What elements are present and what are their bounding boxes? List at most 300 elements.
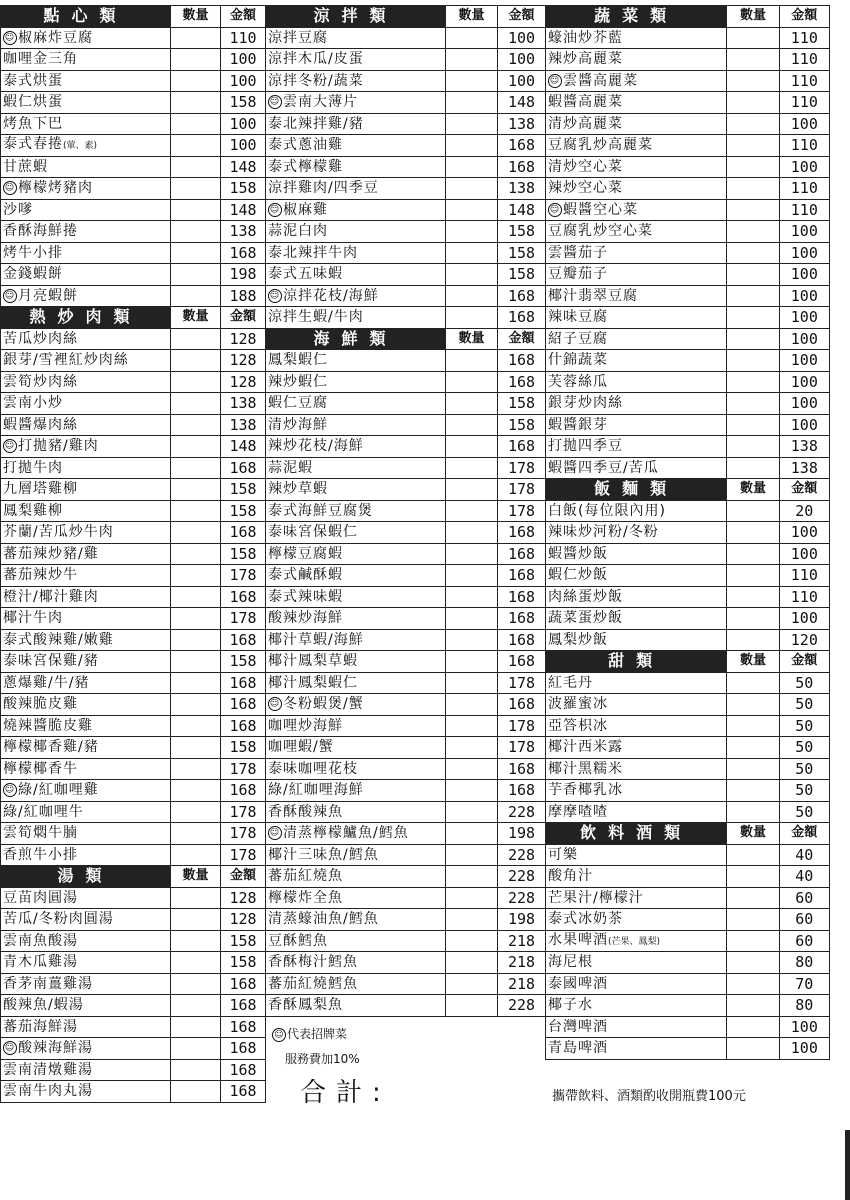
item-name: 燒辣醬脆皮雞 [3,717,93,734]
qty-cell[interactable] [171,70,221,92]
menu-item-row [266,995,546,1017]
item-name: 椰汁黑糯米 [548,760,623,777]
qty-cell[interactable] [727,242,779,264]
item-name-cell [266,651,446,673]
qty-header: 數量 [446,328,498,350]
price-header: 金額 [221,307,266,329]
item-name-cell [1,242,171,264]
qty-cell[interactable] [446,694,498,716]
menu-item-row [1,285,266,307]
qty-cell[interactable] [727,457,779,479]
qty-cell[interactable] [171,156,221,178]
signature-dish-icon: ☺ [4,290,16,301]
price-cell: 148 [221,436,266,458]
price-cell: 228 [498,887,546,909]
qty-cell[interactable] [446,307,498,329]
section-header [1,866,266,888]
price-cell: 178 [221,608,266,630]
menu-item-row [266,156,546,178]
item-name: 蝦醬銀芽 [548,416,608,433]
qty-cell[interactable] [446,393,498,415]
qty-cell[interactable] [727,930,779,952]
qty-cell[interactable] [446,414,498,436]
qty-cell[interactable] [727,844,779,866]
qty-header: 數量 [171,866,221,888]
item-name: 酸辣脆皮雞 [3,696,78,713]
qty-cell[interactable] [446,92,498,114]
price-cell: 168 [221,672,266,694]
item-name-cell [266,457,446,479]
item-name: 鳳梨炒飯 [548,631,608,648]
item-name: 香酥鳳梨魚 [268,997,343,1014]
qty-cell[interactable] [171,436,221,458]
qty-cell[interactable] [446,801,498,823]
menu-item-row [1,27,266,49]
item-name: 橙汁/椰汁雞肉 [3,588,99,605]
qty-cell[interactable] [171,586,221,608]
menu-item-row [266,242,546,264]
qty-cell[interactable] [446,952,498,974]
menu-item-row [546,457,830,479]
menu-item-row [546,608,830,630]
qty-cell[interactable] [446,995,498,1017]
price-cell: 138 [221,221,266,243]
qty-cell[interactable] [171,1081,221,1103]
qty-cell[interactable] [446,264,498,286]
qty-cell[interactable] [727,264,779,286]
qty-cell[interactable] [171,1059,221,1081]
qty-cell[interactable] [446,608,498,630]
menu-item-row [1,414,266,436]
item-name-cell [546,414,727,436]
item-name: 泰式春捲 [3,136,63,153]
item-name: 泰式辣味蝦 [268,588,343,605]
qty-cell[interactable] [727,1038,779,1060]
item-name-cell [266,823,446,845]
qty-cell[interactable] [727,543,779,565]
price-cell: 228 [498,801,546,823]
menu-item-row [1,156,266,178]
price-cell: 168 [498,694,546,716]
qty-cell[interactable] [446,844,498,866]
qty-cell[interactable] [727,371,779,393]
qty-cell[interactable] [727,737,779,759]
qty-cell[interactable] [446,242,498,264]
qty-cell[interactable] [171,672,221,694]
qty-cell[interactable] [171,694,221,716]
qty-cell[interactable] [727,156,779,178]
item-name-cell [266,758,446,780]
menu-item-row [1,780,266,802]
qty-cell[interactable] [727,70,779,92]
qty-cell[interactable] [446,629,498,651]
qty-cell[interactable] [727,328,779,350]
qty-cell[interactable] [446,479,498,501]
qty-cell[interactable] [446,586,498,608]
qty-cell[interactable] [171,479,221,501]
qty-cell[interactable] [171,522,221,544]
qty-cell[interactable] [727,135,779,157]
qty-cell[interactable] [446,285,498,307]
item-name-cell [1,285,171,307]
qty-cell[interactable] [171,565,221,587]
menu-item-row [266,221,546,243]
item-name: 蕃茄紅燒魚 [268,868,343,885]
menu-item-row [266,823,546,845]
qty-cell[interactable] [171,221,221,243]
item-name: 青島啤酒 [548,1040,608,1057]
item-name-cell [546,113,727,135]
price-cell: 110 [779,178,829,200]
item-name: 辣炒草蝦 [268,481,328,498]
qty-cell[interactable] [171,500,221,522]
qty-cell[interactable] [171,371,221,393]
item-name-cell [1,651,171,673]
menu-item-row [546,178,830,200]
item-name: 涼拌生蝦/牛肉 [268,309,364,326]
price-cell: 128 [221,371,266,393]
item-name-cell [546,758,727,780]
menu-item-row [1,49,266,71]
qty-header: 數量 [727,651,779,673]
item-name: 涼拌冬粉/蔬菜 [268,72,364,89]
menu-item-row [546,350,830,372]
item-name-cell [1,328,171,350]
qty-cell[interactable] [727,629,779,651]
qty-cell[interactable] [727,801,779,823]
qty-cell[interactable] [171,414,221,436]
qty-cell[interactable] [727,522,779,544]
item-name-cell [546,1038,727,1060]
menu-item-row [546,371,830,393]
price-cell: 158 [221,479,266,501]
qty-cell[interactable] [727,608,779,630]
price-cell: 80 [779,952,829,974]
menu-item-row [266,629,546,651]
price-cell: 178 [498,672,546,694]
qty-cell[interactable] [446,156,498,178]
item-name: 紅毛丹 [548,674,593,691]
section-title: 甜類 [546,651,727,673]
qty-cell[interactable] [446,436,498,458]
menu-item-row [546,414,830,436]
corkage-note: 攜帶飲料、酒類酌收開瓶費100元 [552,1089,746,1104]
qty-cell[interactable] [446,543,498,565]
qty-cell[interactable] [171,823,221,845]
qty-cell[interactable] [171,1016,221,1038]
item-name-cell [546,264,727,286]
price-cell: 178 [498,457,546,479]
price-cell: 128 [221,909,266,931]
qty-cell[interactable] [727,565,779,587]
qty-cell[interactable] [727,49,779,71]
menu-table [545,5,830,1060]
item-name-cell [266,866,446,888]
item-name-cell [266,887,446,909]
qty-cell[interactable] [446,221,498,243]
signature-dish-icon: ☺ [269,828,281,839]
item-name: 泰式鹹酥蝦 [268,567,343,584]
item-name-cell [1,737,171,759]
price-cell: 138 [779,457,829,479]
qty-cell[interactable] [727,199,779,221]
qty-cell[interactable] [727,866,779,888]
menu-item-row [546,780,830,802]
qty-cell[interactable] [446,371,498,393]
menu-item-row [1,70,266,92]
price-cell: 168 [498,543,546,565]
qty-cell[interactable] [171,608,221,630]
qty-cell[interactable] [171,135,221,157]
qty-cell[interactable] [171,27,221,49]
item-name: 蝦醬空心菜 [563,201,638,218]
qty-cell[interactable] [727,500,779,522]
item-name-cell [1,1038,171,1060]
item-name: 亞答枳冰 [548,717,608,734]
qty-cell[interactable] [727,414,779,436]
qty-cell[interactable] [171,930,221,952]
price-cell: 198 [498,909,546,931]
qty-cell[interactable] [727,694,779,716]
qty-cell[interactable] [171,887,221,909]
item-name: 泰式蔥油雞 [268,137,343,154]
qty-cell[interactable] [446,715,498,737]
qty-cell[interactable] [727,973,779,995]
item-name-cell [266,930,446,952]
price-cell: 100 [779,285,829,307]
item-name-cell [266,199,446,221]
menu-item-row [266,500,546,522]
legend [272,1025,347,1042]
menu-item-row [546,672,830,694]
qty-cell[interactable] [171,457,221,479]
menu-item-row [1,887,266,909]
qty-cell[interactable] [446,780,498,802]
qty-cell[interactable] [727,780,779,802]
qty-cell[interactable] [727,307,779,329]
menu-item-row [1,823,266,845]
item-name: 香酥酸辣魚 [268,803,343,820]
qty-cell[interactable] [727,221,779,243]
menu-item-row [1,930,266,952]
item-name: 豆苗肉圓湯 [3,889,78,906]
menu-item-row [546,586,830,608]
item-name-cell [266,629,446,651]
item-name: 泰國啤酒 [548,975,608,992]
menu-item-row [1,500,266,522]
qty-cell[interactable] [171,242,221,264]
total-label: 合計: [300,1078,391,1108]
qty-cell[interactable] [727,952,779,974]
qty-cell[interactable] [446,178,498,200]
item-name: 檸檬烤豬肉 [18,180,93,197]
item-name-cell [266,70,446,92]
price-cell: 158 [498,264,546,286]
menu-item-row [546,909,830,931]
qty-cell[interactable] [171,995,221,1017]
item-name: 打拋豬/雞肉 [18,438,99,455]
menu-item-row [266,264,546,286]
qty-cell[interactable] [446,135,498,157]
item-name-cell [1,995,171,1017]
menu-item-row [1,586,266,608]
menu-item-row [546,1016,830,1038]
item-name-cell [1,801,171,823]
qty-cell[interactable] [727,285,779,307]
qty-cell[interactable] [446,199,498,221]
qty-cell[interactable] [727,672,779,694]
item-name-cell [546,801,727,823]
price-cell: 158 [221,952,266,974]
menu-item-row [546,737,830,759]
qty-cell[interactable] [171,1038,221,1060]
qty-cell[interactable] [446,70,498,92]
price-cell: 148 [221,156,266,178]
qty-cell[interactable] [446,887,498,909]
item-name-cell [1,156,171,178]
signature-dish-icon: ☺ [4,1043,16,1054]
item-name: 鳳梨雞柳 [3,502,63,519]
qty-cell[interactable] [171,285,221,307]
qty-cell[interactable] [171,780,221,802]
menu-item-row [546,887,830,909]
qty-cell[interactable] [446,457,498,479]
price-cell: 168 [498,758,546,780]
qty-cell[interactable] [446,909,498,931]
qty-cell[interactable] [171,801,221,823]
item-name-cell [1,672,171,694]
qty-cell[interactable] [171,328,221,350]
menu-item-row [1,543,266,565]
item-name: 芒果汁/檸檬汁 [548,889,644,906]
qty-cell[interactable] [171,543,221,565]
qty-cell[interactable] [171,199,221,221]
price-cell: 70 [779,973,829,995]
menu-item-row [1,264,266,286]
qty-cell[interactable] [446,672,498,694]
item-name-cell [546,694,727,716]
menu-item-row [266,350,546,372]
qty-cell[interactable] [446,973,498,995]
item-name-cell [1,350,171,372]
item-name: 香茅南薑雞湯 [3,975,93,992]
qty-cell[interactable] [171,973,221,995]
qty-cell[interactable] [171,113,221,135]
item-name: 芋香椰乳冰 [548,782,623,799]
qty-cell[interactable] [727,586,779,608]
price-cell: 138 [221,414,266,436]
qty-cell[interactable] [446,522,498,544]
item-name-cell [546,457,727,479]
qty-cell[interactable] [171,350,221,372]
item-name: 蝦仁烘蛋 [3,94,63,111]
item-name: 摩摩喳喳 [548,803,608,820]
qty-cell[interactable] [727,27,779,49]
qty-cell[interactable] [727,92,779,114]
menu-item-row [1,221,266,243]
signature-dish-icon: ☺ [269,290,281,301]
item-name-cell [266,543,446,565]
item-name: 豆腐乳炒空心菜 [548,223,653,240]
item-name: 蝦醬爆肉絲 [3,416,78,433]
qty-cell[interactable] [446,930,498,952]
qty-cell[interactable] [171,844,221,866]
menu-item-row [546,221,830,243]
qty-cell[interactable] [171,651,221,673]
price-cell: 168 [221,973,266,995]
qty-cell[interactable] [446,27,498,49]
qty-cell[interactable] [171,92,221,114]
qty-cell[interactable] [446,500,498,522]
qty-cell[interactable] [727,350,779,372]
qty-cell[interactable] [446,866,498,888]
qty-cell[interactable] [727,178,779,200]
qty-cell[interactable] [446,823,498,845]
price-cell: 100 [779,543,829,565]
qty-cell[interactable] [171,952,221,974]
qty-cell[interactable] [446,565,498,587]
qty-cell[interactable] [446,737,498,759]
qty-cell[interactable] [727,436,779,458]
price-cell: 100 [779,113,829,135]
qty-cell[interactable] [727,113,779,135]
qty-cell[interactable] [727,1016,779,1038]
qty-cell[interactable] [446,651,498,673]
qty-cell[interactable] [446,350,498,372]
menu-item-row [546,565,830,587]
item-name: 椒麻雞 [283,201,328,218]
qty-cell[interactable] [727,909,779,931]
qty-cell[interactable] [171,758,221,780]
menu-item-row [1,995,266,1017]
price-cell: 168 [498,307,546,329]
qty-cell[interactable] [171,909,221,931]
item-name-cell [266,973,446,995]
menu-item-row [266,414,546,436]
qty-cell[interactable] [171,629,221,651]
item-name-cell [1,973,171,995]
qty-cell[interactable] [727,715,779,737]
qty-cell[interactable] [171,264,221,286]
qty-cell[interactable] [171,715,221,737]
price-cell: 168 [221,1016,266,1038]
item-name: 泰式烘蛋 [3,72,63,89]
qty-cell[interactable] [171,737,221,759]
qty-cell[interactable] [446,49,498,71]
qty-cell[interactable] [727,995,779,1017]
price-cell: 50 [779,694,829,716]
menu-item-row [546,70,830,92]
item-name-cell [266,479,446,501]
menu-item-row [1,436,266,458]
qty-cell[interactable] [727,393,779,415]
item-name: 泰式海鮮豆腐煲 [268,502,373,519]
qty-cell[interactable] [171,49,221,71]
price-cell: 110 [221,27,266,49]
qty-cell[interactable] [727,758,779,780]
menu-item-row [546,995,830,1017]
price-cell: 100 [221,135,266,157]
price-cell: 228 [498,995,546,1017]
qty-cell[interactable] [727,887,779,909]
qty-cell[interactable] [171,178,221,200]
menu-item-row [266,608,546,630]
menu-item-row [1,844,266,866]
qty-cell[interactable] [446,113,498,135]
qty-cell[interactable] [446,758,498,780]
item-name-cell [1,844,171,866]
qty-cell[interactable] [171,393,221,415]
